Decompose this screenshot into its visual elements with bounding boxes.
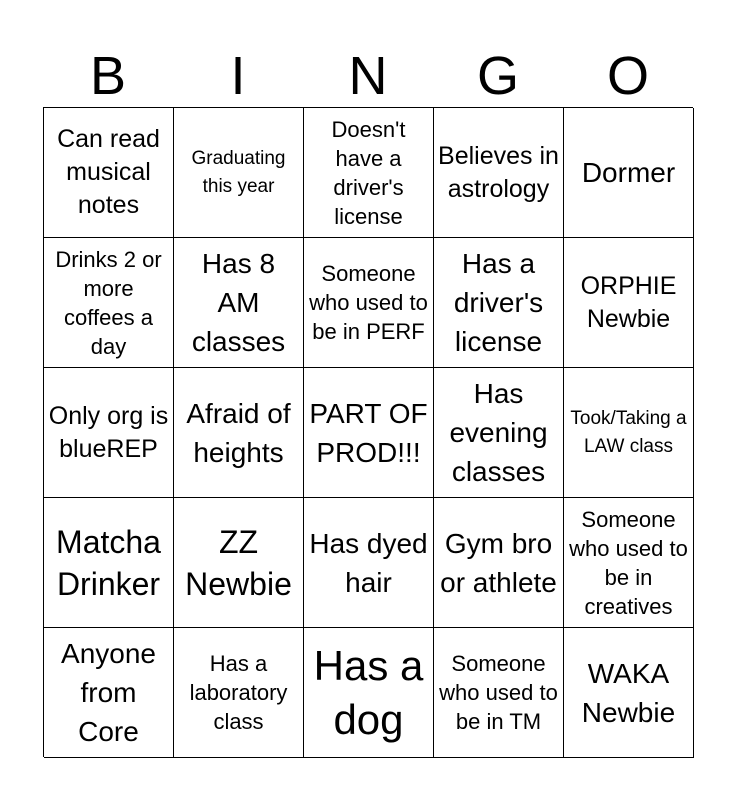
bingo-cell-r4-c4[interactable]: [434, 498, 564, 628]
bingo-cell-r3-c3[interactable]: [304, 368, 434, 498]
bingo-cell-r2-c5[interactable]: [564, 238, 694, 368]
bingo-cell-r3-c5[interactable]: [564, 368, 694, 498]
bingo-cell-r4-c1[interactable]: [44, 498, 174, 628]
bingo-header: [43, 44, 693, 108]
cell-text: Someone who used to be in TM: [439, 651, 558, 734]
cell-text: PART OF PROD!!!: [309, 397, 428, 468]
bingo-cell-r5-c4[interactable]: [434, 628, 564, 758]
bingo-cell-r2-c3[interactable]: [304, 238, 434, 368]
header-letter-o: O: [606, 46, 649, 106]
bingo-cell-r3-c4[interactable]: [434, 368, 564, 498]
bingo-cell-r1-c2[interactable]: [174, 108, 304, 238]
cell-text: Someone who used to be in PERF: [309, 261, 428, 344]
cell-text: Afraid of heights: [186, 397, 291, 468]
cell-text: Dormer: [581, 157, 676, 188]
cell-text: Has dyed hair: [309, 527, 428, 598]
bingo-cell-r4-c5[interactable]: [564, 498, 694, 628]
bingo-cell-r2-c2[interactable]: [174, 238, 304, 368]
cell-text: Gym bro or athlete: [440, 527, 557, 598]
bingo-cell-r1-c5[interactable]: [564, 108, 694, 238]
bingo-cell-r1-c3[interactable]: [304, 108, 434, 238]
bingo-cell-r3-c2[interactable]: [174, 368, 304, 498]
bingo-cell-r1-c1[interactable]: [44, 108, 174, 238]
cell-text: ORPHIE Newbie: [580, 271, 677, 333]
bingo-cell-r4-c2[interactable]: [174, 498, 304, 628]
cell-text: Anyone from Core: [61, 638, 156, 747]
header-letter-i: I: [230, 46, 246, 106]
cell-text: Graduating this year: [191, 147, 286, 197]
cell-text: Took/Taking a LAW class: [570, 407, 687, 457]
cell-text: Only org is blueREP: [48, 401, 169, 463]
cell-text: Someone who used to be in creatives: [569, 506, 688, 619]
cell-text: Has a dog: [313, 641, 424, 743]
bingo-cell-r2-c1[interactable]: [44, 238, 174, 368]
bingo-cell-r5-c5[interactable]: [564, 628, 694, 758]
header-letter-n: N: [348, 46, 388, 106]
bingo-cell-r3-c1[interactable]: [44, 368, 174, 498]
cell-text: Doesn't have a driver's license: [331, 116, 406, 229]
cell-text: Has a driver's license: [453, 248, 544, 357]
bingo-cell-r1-c4[interactable]: [434, 108, 564, 238]
cell-text: WAKA Newbie: [581, 657, 676, 728]
cell-text: Matcha Drinker: [56, 523, 161, 602]
bingo-cell-r4-c3[interactable]: [304, 498, 434, 628]
bingo-cell-r5-c1[interactable]: [44, 628, 174, 758]
bingo-cell-r2-c4[interactable]: [434, 238, 564, 368]
header-letter-b: B: [89, 46, 127, 106]
cell-text: Has evening classes: [449, 378, 548, 487]
bingo-cell-r5-c3[interactable]: [304, 628, 434, 758]
bingo-grid: [43, 107, 693, 757]
cell-text: Believes in astrology: [438, 141, 559, 203]
cell-text: Can read musical notes: [57, 125, 160, 219]
bingo-cell-r5-c2[interactable]: [174, 628, 304, 758]
cell-text: Has 8 AM classes: [191, 248, 286, 357]
cell-text: Drinks 2 or more coffees a day: [55, 246, 162, 359]
cell-text: ZZ Newbie: [185, 523, 292, 602]
cell-text: Has a laboratory class: [189, 651, 288, 734]
header-letter-g: G: [476, 46, 519, 106]
